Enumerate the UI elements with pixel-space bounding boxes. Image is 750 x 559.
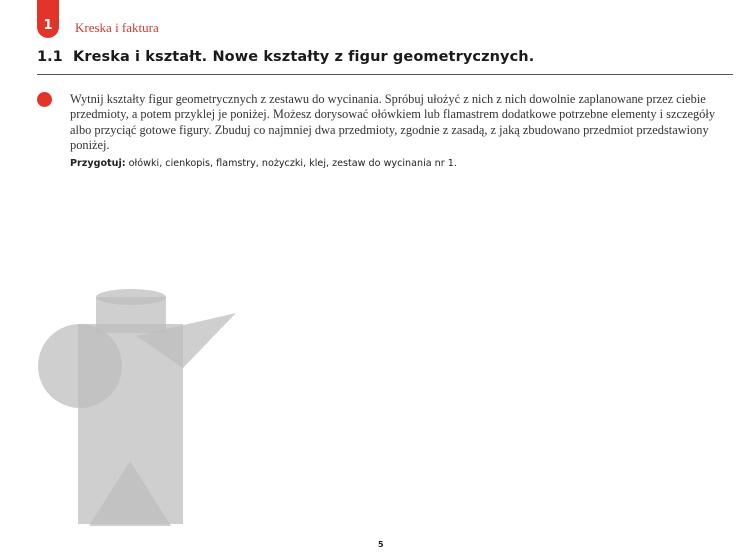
- chapter-number: 1: [43, 18, 53, 33]
- section-number: 1.1: [37, 49, 63, 65]
- materials-list: ołówki, cienkopis, flamstry, nożyczki, klej, zestaw do wycinania nr 1.: [125, 158, 457, 169]
- materials-label: Przygotuj:: [70, 158, 126, 169]
- section-title: Kreska i kształt. Nowe kształty z figur geometrycznych.: [73, 49, 535, 65]
- task-instructions: Wytnij kształty figur geometrycznych z zestawu do wycinania. Spróbuj ułożyć z nich z nich dowolnie zaplanowane przez ciebie przedmioty, a potem przyklej je poniżej. Możesz dorysować ołówkiem lub flamastrem dodatkowe potrzebne elementy i szczegóły albo przyciąć gotowe figury. Zbuduj co najmniej dwa przedmioty, zgodnie z zasadą, z jaką zbudowano przedmiot przedstawiony poniżej.: [70, 92, 716, 152]
- page-number: 5: [378, 540, 384, 549]
- chapter-title: Kreska i faktura: [75, 20, 159, 35]
